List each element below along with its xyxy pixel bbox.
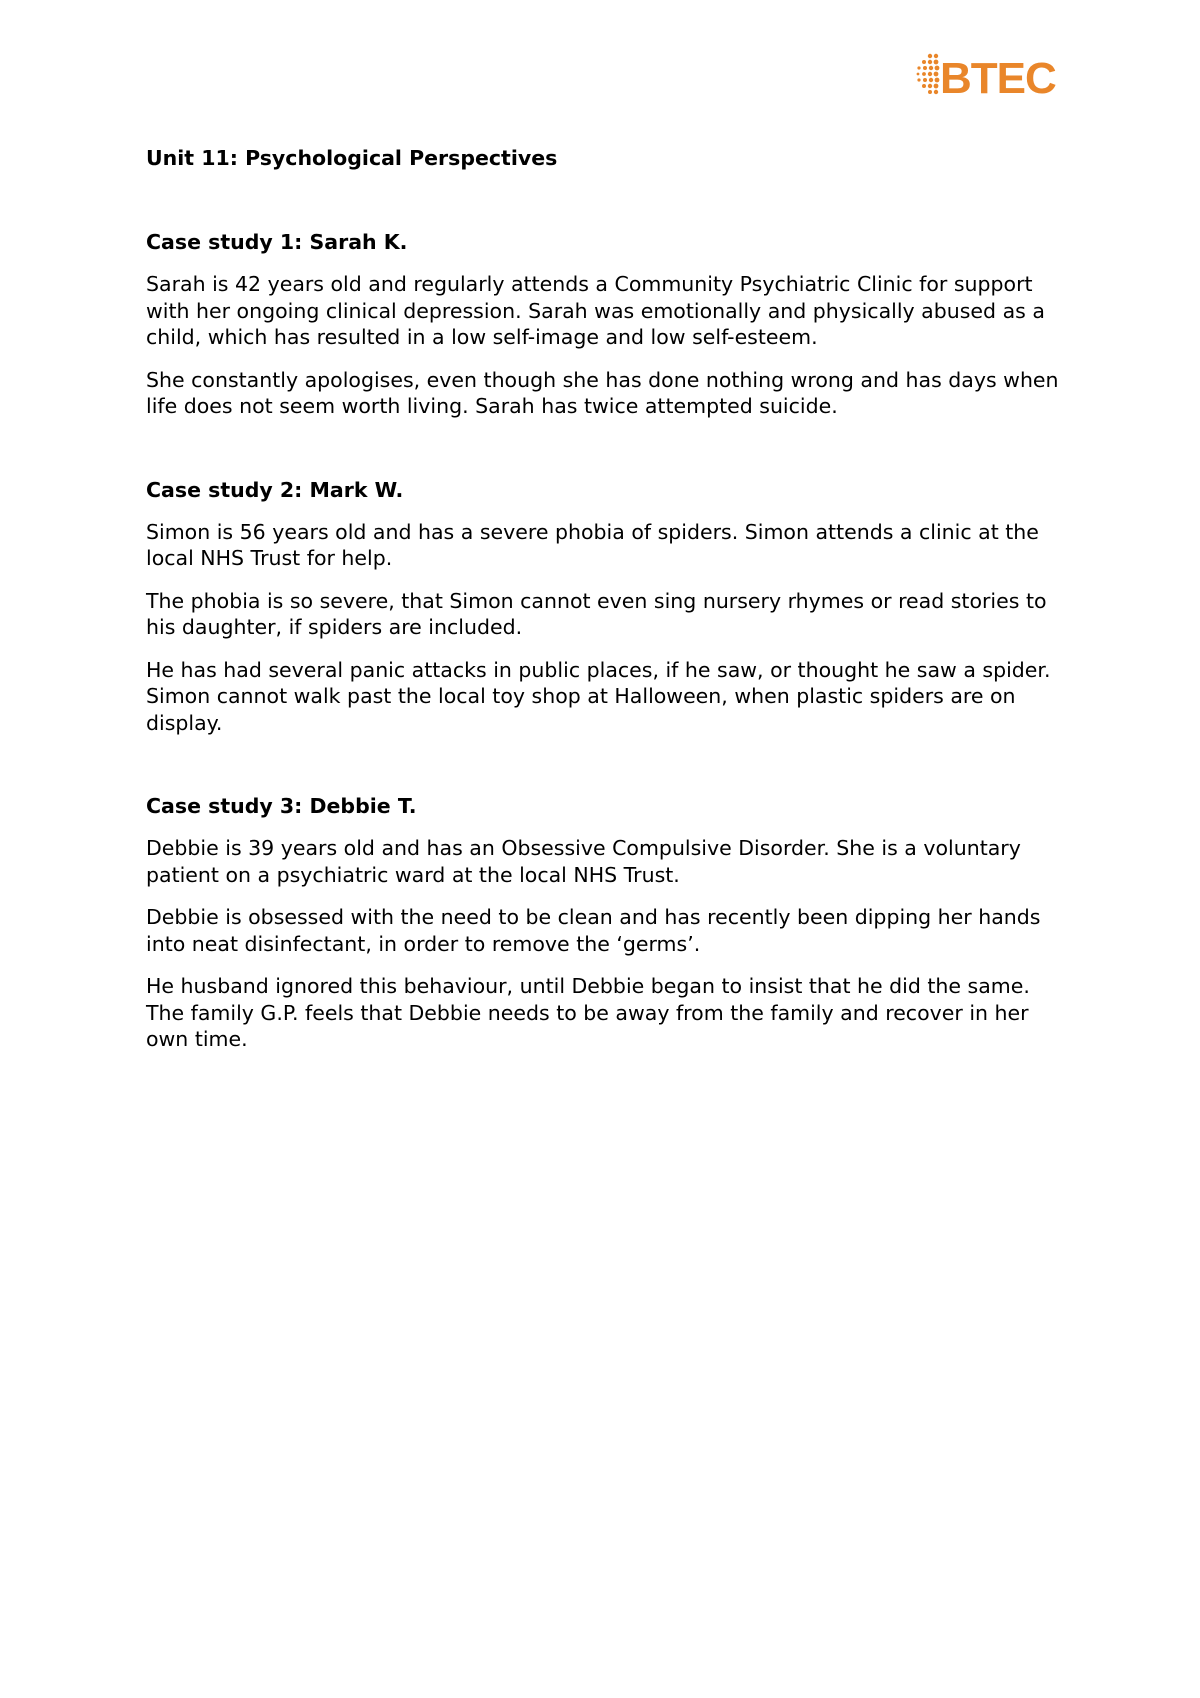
document-body <box>146 145 1066 1053</box>
case-study-paragraph: Simon is 56 years old and has a severe phobia of spiders. Simon attends a clinic at the local NHS Trust for help. <box>146 519 1039 570</box>
case-study-2 <box>146 477 1066 737</box>
case-study-heading: Case study 1: Sarah K. <box>146 230 408 254</box>
case-study-paragraph: She constantly apologises, even though she has done nothing wrong and has days when life does not seem worth living. Sarah has twice attempted suicide. <box>146 367 1059 418</box>
btec-logo <box>916 50 1066 102</box>
case-study-heading: Case study 3: Debbie T. <box>146 794 417 818</box>
case-study-paragraph: He has had several panic attacks in public places, if he saw, or thought he saw a spider. Simon cannot walk past the local toy shop at Halloween, when plastic spiders are on display. <box>146 657 1051 735</box>
case-study-paragraph: He husband ignored this behaviour, until Debbie began to insist that he did the same. The family G.P. feels that Debbie needs to be away from the family and recover in her own time. <box>146 974 1030 1051</box>
case-study-heading: Case study 2: Mark W. <box>146 477 404 502</box>
case-study-paragraph: Debbie is 39 years old and has an Obsessive Compulsive Disorder. She is a voluntary patient on a psychiatric ward at the local NHS Trust. <box>146 836 1021 887</box>
case-study-paragraph: The phobia is so severe, that Simon cannot even sing nursery rhymes or read stories to his daughter, if spiders are included. <box>146 588 1047 639</box>
case-study-paragraph: Sarah is 42 years old and regularly attends a Community Psychiatric Clinic for support with her ongoing clinical depression. Sarah was emotionally and physically abused as a child, which has resulted in a low self-image and low self-esteem. <box>146 272 1045 349</box>
case-study-1 <box>146 229 1066 420</box>
case-study-paragraph: Debbie is obsessed with the need to be clean and has recently been dipping her hands into neat disinfectant, in order to remove the ‘germs’. <box>146 905 1041 956</box>
case-study-3 <box>146 793 1066 1053</box>
unit-title: Unit 11: Psychological Perspectives <box>146 146 558 170</box>
svg-text:BTEC: BTEC <box>940 54 1056 102</box>
